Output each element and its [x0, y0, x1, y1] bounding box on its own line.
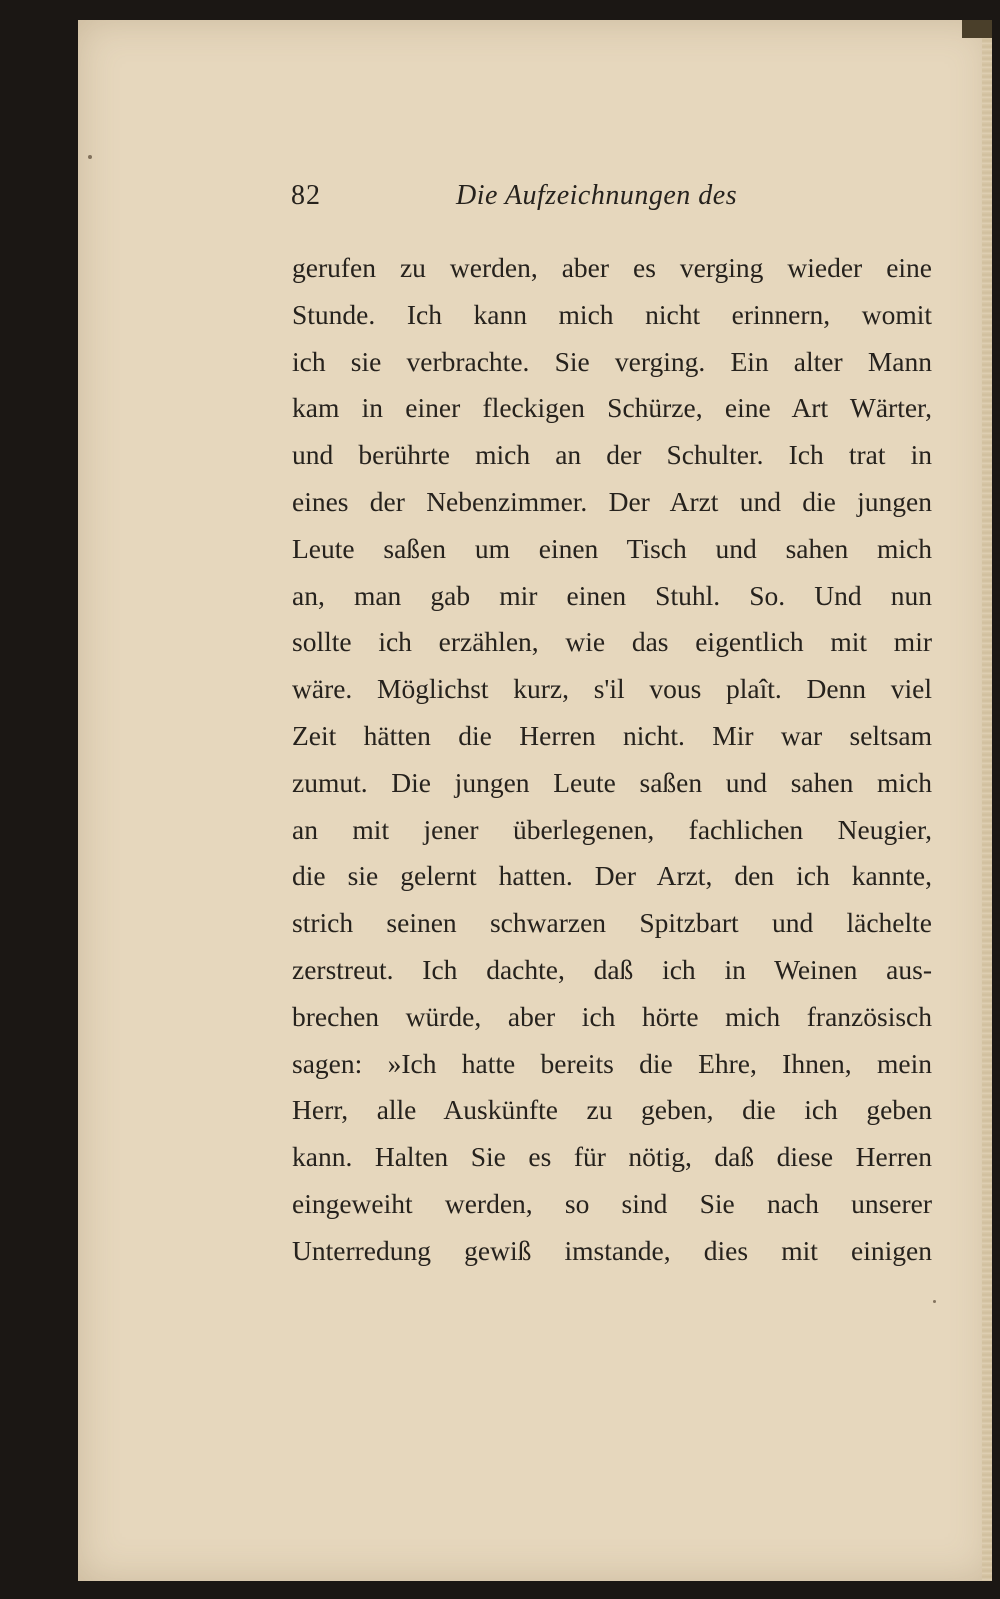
page-number: 82	[291, 180, 321, 211]
text-line: Zeit hätten die Herren nicht. Mir war seltsam	[292, 719, 932, 751]
text-line: die sie gelernt hatten. Der Arzt, den ich kannte,	[292, 860, 932, 892]
text-line: eingeweiht werden, so sind Sie nach unserer	[292, 1187, 932, 1219]
text-line: Stunde. Ich kann mich nicht erinnern, womit	[292, 298, 932, 330]
text-line: Herr, alle Auskünfte zu geben, die ich geben	[292, 1094, 932, 1126]
body-text	[292, 245, 932, 1275]
running-title: Die Aufzeichnungen des	[456, 180, 738, 211]
text-line: wäre. Möglichst kurz, s'il vous plaît. Denn viel	[292, 673, 932, 705]
binding-corner	[962, 20, 992, 38]
text-line: an mit jener überlegenen, fachlichen Neugier,	[292, 813, 932, 845]
text-line: brechen würde, aber ich hörte mich französisch	[292, 1000, 932, 1032]
text-line: ich sie verbrachte. Sie verging. Ein alter Mann	[292, 345, 932, 377]
paper-speck	[933, 1300, 936, 1303]
text-line: sollte ich erzählen, wie das eigentlich mit mir	[292, 626, 932, 658]
text-line: eines der Nebenzimmer. Der Arzt und die jungen	[292, 485, 932, 517]
text-line: kann. Halten Sie es für nötig, daß diese Herren	[292, 1141, 932, 1173]
page-edge	[982, 20, 992, 1581]
text-line: sagen: »Ich hatte bereits die Ehre, Ihnen, mein	[292, 1047, 932, 1079]
text-line: zumut. Die jungen Leute saßen und sahen mich	[292, 766, 932, 798]
text-line: Unterredung gewiß imstande, dies mit einigen	[292, 1234, 932, 1266]
text-line: Leute saßen um einen Tisch und sahen mich	[292, 532, 932, 564]
text-line: kam in einer fleckigen Schürze, eine Art Wärter,	[292, 392, 932, 424]
text-line: zerstreut. Ich dachte, daß ich in Weinen aus-	[292, 953, 932, 985]
text-line: strich seinen schwarzen Spitzbart und lächelte	[292, 907, 932, 939]
paper-speck	[88, 155, 92, 159]
text-line: an, man gab mir einen Stuhl. So. Und nun	[292, 579, 932, 611]
text-line: gerufen zu werden, aber es verging wieder eine	[292, 252, 932, 283]
page-header	[291, 180, 931, 224]
text-line: und berührte mich an der Schulter. Ich trat in	[292, 439, 932, 471]
